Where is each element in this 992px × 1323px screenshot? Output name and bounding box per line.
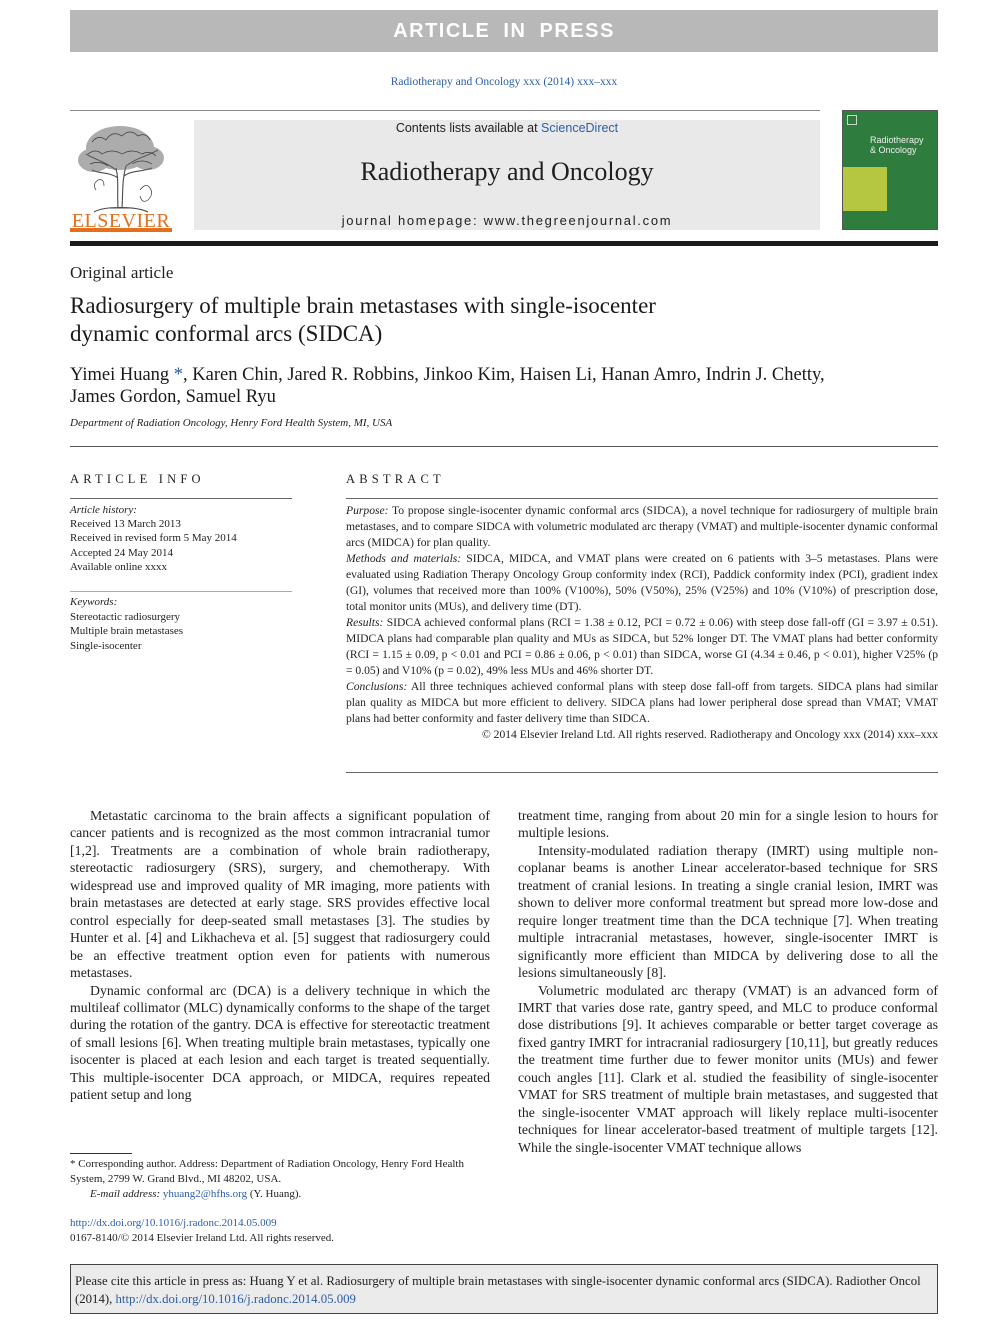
abstract-body xyxy=(346,503,938,743)
article-history xyxy=(70,503,237,574)
affiliation-rule xyxy=(70,446,938,447)
abstract-conclusions xyxy=(346,679,938,727)
online-date: Available online xxxx xyxy=(70,560,167,573)
purpose-text: To propose single-isocenter dynamic conformal arcs (SIDCA), a novel technique for radiosurgery of multiple brain metastases, and to compare SIDCA with volumetric modulated arc therapy (VMAT) and multiple-isocenter dynamic conformal arcs (MIDCA) for plan quality. xyxy=(346,504,938,549)
issn-copyright: 0167-8140/© 2014 Elsevier Ireland Ltd. All rights reserved. xyxy=(70,1231,335,1244)
masthead-top-rule xyxy=(70,110,820,111)
keywords-rule xyxy=(70,591,292,592)
citation-doi-link[interactable]: http://dx.doi.org/10.1016/j.radonc.2014.05.009 xyxy=(115,1292,356,1306)
purpose-label: Purpose: xyxy=(346,504,389,517)
cover-title-line-2: & Oncology xyxy=(870,145,917,155)
doi-link[interactable]: http://dx.doi.org/10.1016/j.radonc.2014.05.009 xyxy=(70,1217,277,1229)
methods-label: Methods and materials: xyxy=(346,552,462,565)
corresponding-author-name: Yimei Huang xyxy=(70,365,170,385)
keywords xyxy=(70,595,183,653)
abstract-bottom-rule xyxy=(346,772,938,773)
footnote-address: * Corresponding author. Address: Department of Radiation Oncology, Henry Ford Health System, 2799 W. Grand Blvd., MI 48202, USA. xyxy=(70,1158,464,1185)
abstract-top-rule xyxy=(346,498,938,499)
author-email-link[interactable]: yhuang2@hfhs.org xyxy=(162,1188,248,1200)
coauthors-line-2: James Gordon, Samuel Ryu xyxy=(70,387,276,407)
citation-text: Please cite this article in press as: Huang Y et al. Radiosurgery of multiple brain metastases with single-isocenter dynamic conformal arcs (SIDCA). Radiother Oncol (2014), xyxy=(75,1274,921,1306)
conclusions-label: Conclusions: xyxy=(346,680,408,693)
article-type: Original article xyxy=(70,263,174,282)
cover-title xyxy=(870,135,924,155)
contents-prefix: Contents lists available at xyxy=(395,121,538,135)
body-paragraph: Volumetric modulated arc therapy (VMAT) is an advanced form of IMRT that varies dose rate, gantry speed, and MLC to produce conformal dose distributions [9]. It achieves comparable or better target coverage as fixed gantry IMRT for intracranial radiosurgery [10,11], but greatly reduces the treatment time further due to fewer monitor units (MUs) and fewer couch angles [11]. Clark et al. studied the feasibility of single-isocenter VMAT for SRS treatment of multiple brain metastases, and suggested that the single-isocenter VMAT approach will likely replace multi-isocenter techniques for linear accelerator-based treatment of multiple targets [12]. While the single-isocenter VMAT technique allows xyxy=(518,982,938,1155)
elsevier-wordmark: ELSEVIER xyxy=(71,210,171,232)
keyword: Stereotactic radiosurgery xyxy=(70,610,181,623)
conclusions-text: All three techniques achieved conformal plans with steep dose fall-off from targets. SIDCA plans had similar plan quality as MIDCA but more efficient to delivery. SIDCA plans had lower peripheral dose spread than VMAT; VMAT plans had better conformity and faster delivery time than SIDCA. xyxy=(346,680,939,725)
body-paragraph: Dynamic conformal arc (DCA) is a delivery technique in which the multileaf collimator (MLC) dynamically conforms to the shape of the target during the rotation of the gantry. DCA is effective for stereotactic treatment of small lesions [6]. When treating multiple brain metastases, typically one isocenter is placed at each lesion and each target is treated sequentially. This multiple-isocenter DCA approach, or MIDCA, requires repeated patient setup and long xyxy=(70,982,490,1103)
body-paragraph: Intensity-modulated radiation therapy (IMRT) using multiple non-coplanar beams is another Linear accelerator-based technique for SRS treatment of cranial lesions. In treating a single cranial lesion, IMRT was shown to deliver more conformal treatment but spread more low-dose and require longer treatment time than the DCA technique [7]. When treating multiple intracranial metastases, however, single-isocenter IMRT is significantly more efficient than MIDCA by delivering dose to all the lesions simultaneously [8]. xyxy=(518,842,938,981)
abstract-results xyxy=(346,615,938,679)
author-list xyxy=(70,364,900,408)
body-paragraph: Metastatic carcinoma to the brain affects a significant population of cancer patients and is recognized as the most common intracranial tumor [1,2]. Treatments are a combination of whole brain radiotherapy, stereotactic radiosurgery (SRS), surgery, and chemotherapy. With widespread use and improved quality of MR imaging, more patients with brain metastases are detected at early stage. SRS provides effective local control especially for deep-seated small metastases [3]. The studies by Hunter et al. [4] and Likhacheva et al. [5] suggest that radiosurgery could be an effective treatment option even for patients with numerous metastases. xyxy=(70,808,490,981)
body-column-left xyxy=(70,807,490,1104)
body-paragraph: treatment time, ranging from about 20 min for a single lesion to hours for multiple lesions. xyxy=(518,808,938,841)
masthead-bottom-rule xyxy=(70,241,938,246)
abstract-methods xyxy=(346,551,938,615)
keyword: Multiple brain metastases xyxy=(70,625,184,638)
journal-cover-thumbnail[interactable] xyxy=(842,110,938,230)
doi-block xyxy=(70,1216,334,1245)
article-in-press-banner: ARTICLE IN PRESS xyxy=(70,10,938,52)
results-label: Results: xyxy=(346,616,384,629)
cover-badge xyxy=(847,115,857,125)
sciencedirect-link[interactable]: ScienceDirect xyxy=(541,121,619,135)
corresponding-author-mark[interactable]: * xyxy=(173,365,184,385)
received-date: Received 13 March 2013 xyxy=(70,518,181,531)
cover-accent-block xyxy=(843,167,887,211)
keyword: Single-isocenter xyxy=(70,639,142,652)
journal-reference-link[interactable]: Radiotherapy and Oncology xxx (2014) xxx–xxx xyxy=(390,76,618,88)
keywords-label: Keywords: xyxy=(70,596,118,608)
revised-date: Received in revised form 5 May 2014 xyxy=(70,532,237,545)
citation-box xyxy=(70,1264,938,1314)
footnote-rule xyxy=(70,1153,132,1154)
email-suffix: (Y. Huang). xyxy=(249,1188,302,1200)
author-affiliation: Department of Radiation Oncology, Henry Ford Health System, MI, USA xyxy=(70,417,393,429)
abstract-purpose xyxy=(346,503,938,551)
abstract-copyright: © 2014 Elsevier Ireland Ltd. All rights reserved. Radiotherapy and Oncology xxx (2014) xxx–xxx xyxy=(481,728,938,741)
cover-title-line-1: Radiotherapy xyxy=(870,135,924,145)
email-label: E-mail address: xyxy=(90,1188,161,1200)
journal-homepage[interactable]: journal homepage: www.thegreenjournal.com xyxy=(341,213,673,228)
article-info-heading: ARTICLE INFO xyxy=(70,472,205,486)
contents-availability-line xyxy=(194,121,820,135)
body-column-right xyxy=(518,807,938,1156)
corresponding-author-footnote xyxy=(70,1157,490,1202)
coauthors-line-1: , Karen Chin, Jared R. Robbins, Jinkoo Kim, Haisen Li, Hanan Amro, Indrin J. Chetty, xyxy=(183,365,825,385)
abstract-heading: ABSTRACT xyxy=(346,472,445,486)
accepted-date: Accepted 24 May 2014 xyxy=(70,546,173,559)
article-title-line-1: Radiosurgery of multiple brain metastases with single-isocenter xyxy=(70,293,656,318)
history-label: Article history: xyxy=(70,504,137,516)
article-title xyxy=(70,292,830,348)
article-info-rule xyxy=(70,498,292,499)
article-title-line-2: dynamic conformal arcs (SIDCA) xyxy=(70,321,383,346)
methods-text: SIDCA, MIDCA, and VMAT plans were created on 6 patients with 3–5 metastases. Plans were evaluated using Radiation Therapy Oncology Group conformity index (RCI), Paddick conformity index (PCI), gradient index (GI), volumes that received more than 100% (V100%), 50% (V50%), 25% (V25%) and 10% (V10%) of prescription dose, total monitor units (MUs), and delivery time (DT). xyxy=(346,552,938,613)
results-text: SIDCA achieved conformal plans (RCI = 1.38 ± 0.12, PCI = 0.72 ± 0.06) with steep dose fall-off (GI = 3.97 ± 0.51). MIDCA plans had comparable plan quality and MUs as SIDCA, but 52% longer DT. The VMAT plans had better conformity (RCI = 1.15 ± 0.09, p < 0.01 and PCI = 0.86 ± 0.06, p < 0.01) than SIDCA, worse GI (4.34 ± 0.46, p < 0.01), higher V25% (p = 0.05) and V10% (p = 0.02), 49% less MUs and 46% shorter DT. xyxy=(346,616,938,677)
journal-title: Radiotherapy and Oncology xyxy=(360,157,654,186)
